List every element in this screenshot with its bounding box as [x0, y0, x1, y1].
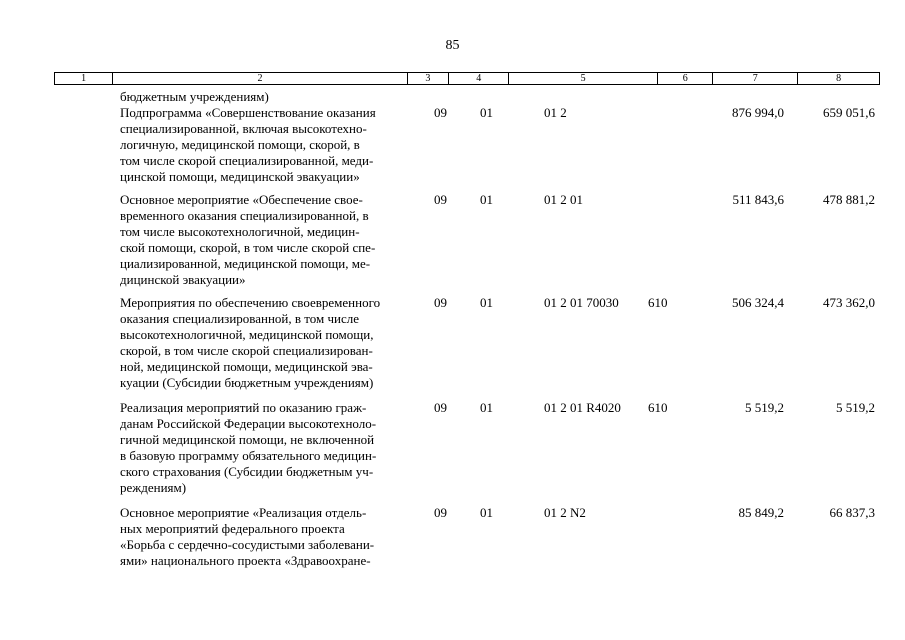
row-2-col5: 01 2 01 70030 — [544, 295, 619, 310]
row-2-col4: 01 — [480, 295, 493, 310]
table-row-0-text — [120, 105, 430, 185]
row-2-col8: 473 362,0 — [823, 295, 875, 310]
row-line: логичную, медицинской помощи, скорой, в — [120, 137, 360, 152]
row-4-col3: 09 — [434, 505, 447, 520]
row-line: Основное мероприятие «Реализация отдель- — [120, 505, 367, 520]
row-3-col4: 01 — [480, 400, 493, 415]
row-4-col5: 01 2 N2 — [544, 505, 586, 520]
row-0-col4: 01 — [480, 105, 493, 120]
row-3-col7: 5 519,2 — [745, 400, 784, 415]
row-line: том числе скорой специализированной, меди- — [120, 153, 374, 168]
row-line: том числе высокотехнологичной, медицин- — [120, 224, 360, 239]
row-1-col5: 01 2 01 — [544, 192, 583, 207]
row-line: гичной медицинской помощи, не включенной — [120, 432, 375, 447]
table-row-2-text — [120, 295, 430, 391]
row-3-col5: 01 2 01 R4020 — [544, 400, 621, 415]
header-col-1: 1 — [81, 73, 87, 84]
row-line: Мероприятия по обеспечению своевременного — [120, 295, 381, 310]
row-line: ской помощи, скорой, в том числе скорой спе- — [120, 240, 376, 255]
row-2-col3: 09 — [434, 295, 447, 310]
row-2-col6: 610 — [648, 295, 668, 310]
row-2-col7: 506 324,4 — [732, 295, 784, 310]
row-line: реждениям) — [120, 480, 187, 495]
table-row-1-text — [120, 192, 430, 288]
row-line: «Борьба с сердечно-сосудистыми заболевани- — [120, 537, 375, 552]
row-line: скорой, в том числе скорой специализирован- — [120, 343, 373, 358]
row-line: в базовую программу обязательного медицин- — [120, 448, 377, 463]
row-1-col3: 09 — [434, 192, 447, 207]
row-line: ной, медицинской помощи, медицинской эва- — [120, 359, 373, 374]
table-row-3-text — [120, 400, 430, 496]
table-row-4-text — [120, 505, 430, 569]
row-line: временного оказания специализированной, в — [120, 208, 369, 223]
row-line: ных мероприятий федерального проекта — [120, 521, 345, 536]
row-line: дицинской эвакуации» — [120, 272, 246, 287]
row-line: Основное мероприятие «Обеспечение свое- — [120, 192, 363, 207]
row-line: Реализация мероприятий по оказанию граж- — [120, 400, 367, 415]
row-line: высокотехнологичной, медицинской помощи, — [120, 327, 374, 342]
row-3-col8: 5 519,2 — [836, 400, 875, 415]
page-number: 85 — [445, 38, 460, 53]
header-col-7: 7 — [712, 73, 797, 84]
row-1-col7: 511 843,6 — [732, 192, 784, 207]
row-3-col3: 09 — [434, 400, 447, 415]
row-line: Подпрограмма «Совершенствование оказания — [120, 105, 376, 120]
row-1-col8: 478 881,2 — [823, 192, 875, 207]
header-col-6: 6 — [657, 73, 713, 84]
row-line: ями» национального проекта «Здравоохране- — [120, 553, 371, 568]
continuation-text: бюджетным учреждениям) — [120, 89, 269, 104]
row-line: ского страхования (Субсидии бюджетным уч- — [120, 464, 374, 479]
row-line: специализированной, включая высокотехно- — [120, 121, 367, 136]
row-4-col8: 66 837,3 — [829, 505, 875, 520]
row-line: куации (Субсидии бюджетным учреждениям) — [120, 375, 374, 390]
row-line: данам Российской Федерации высокотехноло- — [120, 416, 377, 431]
table-header-row — [54, 72, 880, 85]
row-0-col5: 01 2 — [544, 105, 567, 120]
row-0-col7: 876 994,0 — [732, 105, 784, 120]
row-line: цинской помощи, медицинской эвакуации» — [120, 169, 360, 184]
row-line: циализированной, медицинской помощи, ме- — [120, 256, 371, 271]
row-0-col8: 659 051,6 — [823, 105, 875, 120]
row-4-col4: 01 — [480, 505, 493, 520]
row-4-col7: 85 849,2 — [738, 505, 784, 520]
header-col-3: 3 — [407, 73, 448, 84]
header-col-2: 2 — [112, 73, 406, 84]
row-3-col6: 610 — [648, 400, 668, 415]
header-col-8: 8 — [797, 73, 879, 84]
header-col-4: 4 — [448, 73, 508, 84]
header-col-5: 5 — [508, 73, 657, 84]
row-line: оказания специализированной, в том числе — [120, 311, 360, 326]
row-0-col3: 09 — [434, 105, 447, 120]
row-1-col4: 01 — [480, 192, 493, 207]
